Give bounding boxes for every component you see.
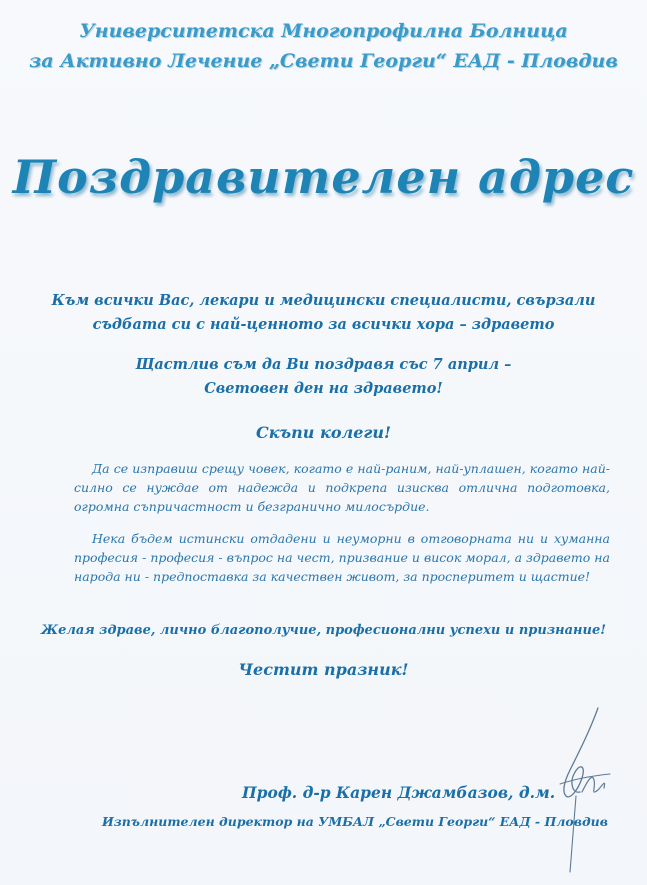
document-title: Поздравителен адрес [12, 150, 635, 204]
greeting-line-1: Щастлив съм да Ви поздравя със 7 април – [135, 356, 512, 373]
address-line-2: съдбата си с най-ценното за всички хора – здравето [92, 316, 555, 333]
body-paragraph-2: Нека бъдем истински отдадени и неуморни в отговорната ни и хуманна професия - професия - въпрос на чест, призвание и висок морал, а здравето на народа ни - предпоставка за качествен живот, за просперитет и щастие! [74, 531, 610, 584]
salutation: Скъпи колеги! [255, 423, 392, 442]
wishes-line: Желая здраве, лично благополучие, професионални успехи и признание! [41, 623, 606, 638]
signer-name: Проф. д-р Карен Джамбазов, д.м. [242, 783, 556, 802]
closing-line: Честит празник! [238, 660, 409, 679]
greeting-line-2: Световен ден на здравето! [204, 380, 443, 397]
hospital-name-line-2: за Активно Лечение „Свети Георги“ ЕАД - Пловдив [29, 50, 618, 72]
signer-position: Изпълнителен директор на УМБАЛ „Свети Георги“ ЕАД - Пловдив [102, 814, 608, 829]
body-paragraph-1: Да се изправиш срещу човек, когато е най-раним, най-уплашен, когато най-силно се нуждае от надежда и подкрепа изисква отлична подготовка, огромна съпричастност и безгранично милосърдие. [74, 461, 610, 514]
hospital-name-line-1: Университетска Многопрофилна Болница [79, 20, 568, 42]
address-line-1: Към всички Вас, лекари и медицински специалисти, свързали [51, 292, 596, 309]
